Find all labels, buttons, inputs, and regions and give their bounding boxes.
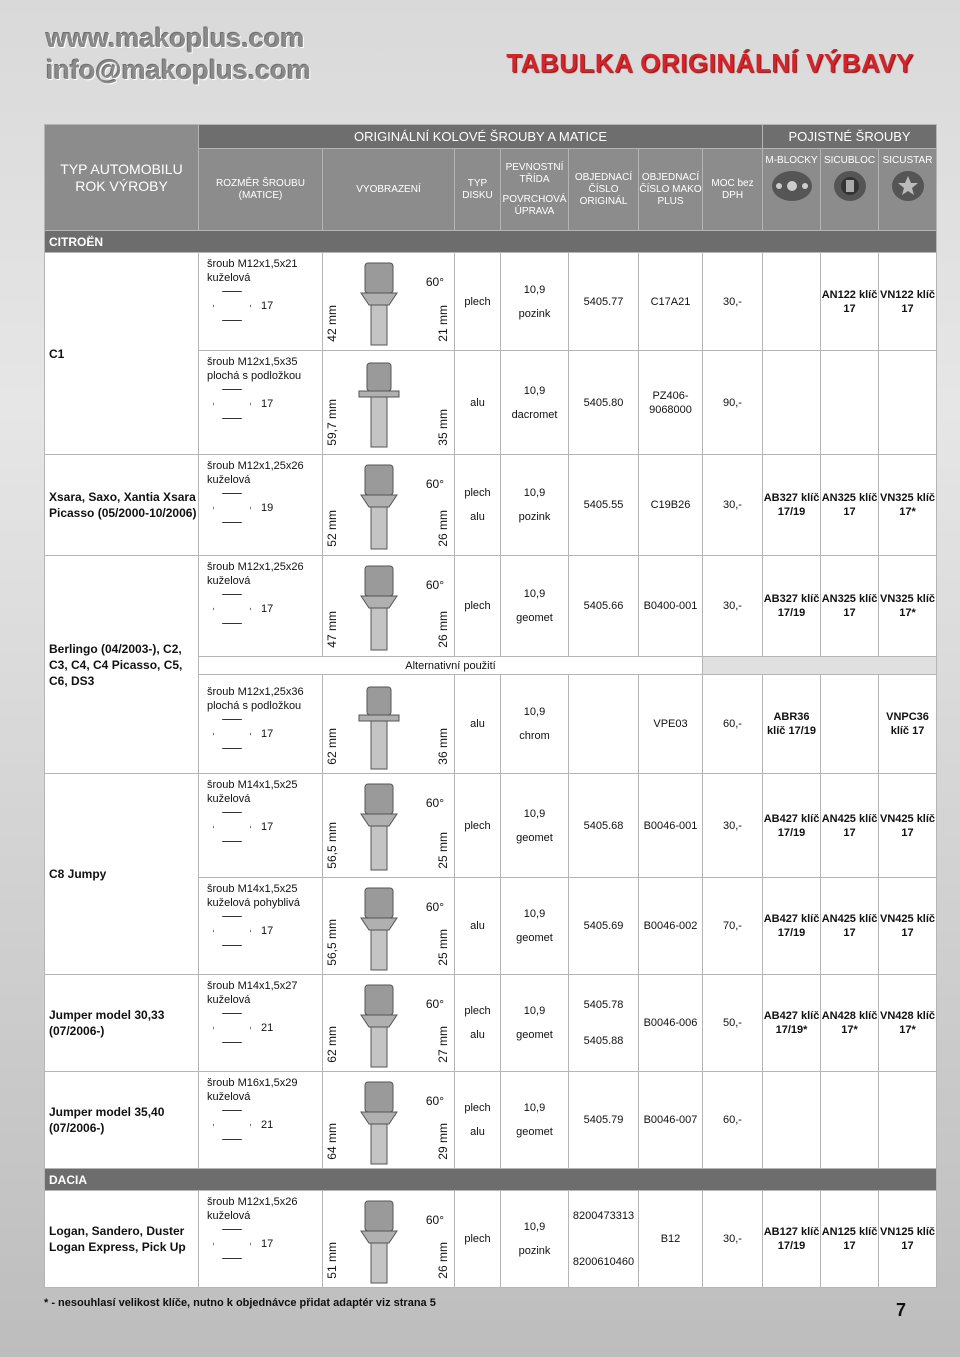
class-label: PEVNOSTNÍ TŘÍDA [505,161,564,185]
thread-label: 36 mm [436,728,450,765]
sicubloc-code [821,675,879,774]
sicubloc-code: AN325 klíč 17 [821,556,879,657]
class-finish [501,1191,569,1288]
thread-label: 26 mm [436,1242,450,1279]
size-text: šroub M12x1,25x26 [207,460,304,472]
size-text: šroub M12x1,5x26 [207,1196,298,1208]
disc-type: plech [455,253,501,351]
disc-type: alu [455,878,501,975]
bolt-icon [351,463,411,551]
angle-label: 60° [425,997,444,1011]
price: 60,- [703,675,763,774]
class-finish [501,1072,569,1169]
bolt-image [323,675,455,774]
price: 30,- [703,774,763,878]
mako-number: B0046-001 [639,774,703,878]
mblocky-label: M-BLOCKY [765,155,818,166]
sicustar-code: VN122 klíč 17 [879,253,937,351]
angle-label: 60° [425,796,444,810]
page-header [0,0,960,120]
size-text: šroub M16x1,5x29 [207,1077,298,1089]
bolt-image [323,556,455,657]
finish-value: geomet [516,1029,553,1041]
shape-text: kuželová pohyblivá [207,897,300,909]
bolt-icon [351,782,411,872]
mako-number: C19B26 [639,455,703,556]
table-row [45,975,937,1072]
key-size: 21 [261,1022,274,1034]
bolt-image [323,351,455,455]
thread-label: 25 mm [436,832,450,869]
sicustar-code: VN125 klíč 17 [879,1191,937,1288]
bolt-image [323,878,455,975]
hex-icon [213,594,251,624]
finish-value: pozink [518,511,551,523]
page-number: 7 [895,1300,906,1320]
mako-number: C17A21 [639,253,703,351]
bolt-icon [351,1199,411,1285]
class-finish [501,975,569,1072]
car-model: Xsara, Saxo, Xantia Xsara Picasso (05/2000-10/2006) [45,455,199,556]
col-mblocky [763,149,821,231]
thread-label: 29 mm [436,1123,450,1160]
col-mako-no: OBJEDNACÍ ČÍSLO MAKO PLUS [639,149,703,231]
orig-value: 5405.78 [583,999,624,1011]
bolt-image [323,253,455,351]
sicubloc-label: SICUBLOC [823,155,876,166]
class-value: 10,9 [523,1102,546,1114]
disc-value-2: alu [470,1126,485,1138]
col-car: TYP AUTOMOBILU ROK VÝROBY [45,125,199,231]
col-disc: TYP DISKU [455,149,501,231]
bolt-size [199,1191,323,1288]
sicustar-code [879,351,937,455]
car-model: Berlingo (04/2003-), C2, C3, C4, C4 Picasso, C5, C6, DS3 [45,556,199,774]
sicustar-code: VN325 klíč 17* [879,556,937,657]
class-value: 10,9 [523,908,546,920]
bolt-size [199,1072,323,1169]
bolt-size [199,975,323,1072]
length-label: 59,7 mm [325,399,339,446]
bolt-image [323,455,455,556]
group-original: ORIGINÁLNÍ KOLOVÉ ŠROUBY A MATICE [199,125,763,149]
hex-icon [213,719,251,749]
col-sicubloc [821,149,879,231]
star-lock-icon [885,169,931,203]
orig-number: 5405.55 [569,455,639,556]
sicustar-code: VN428 klíč 17* [879,975,937,1072]
thread-label: 26 mm [436,611,450,648]
key-size: 17 [261,728,274,740]
hex-icon [213,1110,251,1140]
col-sicustar [879,149,937,231]
website-link[interactable]: www.makoplus.com [46,23,305,53]
shape-text: plochá s podložkou [207,370,302,382]
sicustar-code: VN425 klíč 17 [879,878,937,975]
price: 70,- [703,878,763,975]
finish-value: geomet [516,932,553,944]
col-price: MOC bez DPH [703,149,763,231]
col-image: VYOBRAZENÍ [323,149,455,231]
angle-label: 60° [425,275,444,289]
key-size: 17 [261,603,274,615]
mako-number: VPE03 [639,675,703,774]
disc-value: plech [464,1102,491,1114]
col-class [501,149,569,231]
angle-label: 60° [425,900,444,914]
bolt-icon [351,683,411,771]
bolt-icon [351,261,411,346]
length-label: 62 mm [325,728,339,765]
table-row [45,253,937,351]
size-text: šroub M12x1,5x35 [207,356,298,368]
sicustar-code: VNPC36 klíč 17 [879,675,937,774]
hex-icon [213,291,251,321]
key-size: 17 [261,300,274,312]
hex-icon [213,1229,251,1259]
hex-icon [213,493,251,523]
price: 90,- [703,351,763,455]
bolt-size [199,351,323,455]
class-value: 10,9 [523,706,546,718]
mako-number: B12 [639,1191,703,1288]
finish-value: geomet [516,612,553,624]
sicubloc-code [821,351,879,455]
orig-value-2: 5405.88 [583,1035,624,1047]
disc-value-2: alu [470,1029,485,1041]
class-finish [501,556,569,657]
mblocky-code [763,253,821,351]
disc-type [455,975,501,1072]
col-size: ROZMĚR ŠROUBU (MATICE) [199,149,323,231]
disc-type: alu [455,351,501,455]
mblocky-code: AB427 klíč 17/19* [763,975,821,1072]
section-citroen [45,231,937,253]
size-text: šroub M12x1,5x21 [207,258,298,270]
page-title: TABULKA ORIGINÁLNÍ VÝBAVY [506,48,914,78]
mblocky-code: AB427 klíč 17/19 [763,774,821,878]
bolt-icon [351,1080,411,1166]
mblocky-code: AB327 klíč 17/19 [763,455,821,556]
length-label: 52 mm [325,510,339,547]
lock-bolt-icon [827,169,873,203]
angle-label: 60° [425,477,444,491]
bolt-size [199,774,323,878]
sicubloc-code: AN425 klíč 17 [821,878,879,975]
mblocky-code: AB427 klíč 17/19 [763,878,821,975]
shape-text: kuželová [207,793,251,805]
key-size: 17 [261,398,274,410]
class-value: 10,9 [523,487,546,499]
mako-number: B0046-002 [639,878,703,975]
car-model: Jumper model 35,40 (07/2006-) [45,1072,199,1169]
class-value: 10,9 [523,1005,546,1017]
alt-use-label: Alternativní použití [199,657,703,675]
sicustar-code: VN325 klíč 17* [879,455,937,556]
sicubloc-code: AN425 klíč 17 [821,774,879,878]
orig-number: 5405.68 [569,774,639,878]
orig-number [569,1191,639,1288]
shape-text: kuželová [207,272,251,284]
class-value: 10,9 [523,1221,546,1233]
thread-label: 26 mm [436,510,450,547]
sicustar-label: SICUSTAR [882,155,933,166]
table-row [45,1191,937,1288]
disc-type: plech [455,556,501,657]
class-value: 10,9 [523,807,546,820]
angle-label: 60° [425,578,444,592]
class-finish [501,455,569,556]
footnote: * - nesouhlasí velikost klíče, nutno k objednávce přidat adaptér viz strana 5 [44,1297,436,1309]
finish-value: geomet [516,1126,553,1138]
mako-number: B0400-001 [639,556,703,657]
bolt-icon [351,564,411,652]
orig-value: 8200473313 [572,1210,635,1222]
sicubloc-code [821,1072,879,1169]
thread-label: 27 mm [436,1026,450,1063]
contact-block [46,22,311,86]
disc-type [455,1072,501,1169]
disc-type: alu [455,675,501,774]
alt-use-filler [703,657,937,675]
disc-type: plech [455,774,501,878]
shape-text: plochá s podložkou [207,700,302,712]
price: 60,- [703,1072,763,1169]
orig-number: 5405.79 [569,1072,639,1169]
class-value: 10,9 [523,283,546,296]
price: 50,- [703,975,763,1072]
class-value: 10,9 [523,588,546,600]
orig-number: 5405.80 [569,351,639,455]
class-finish [501,878,569,975]
length-label: 62 mm [325,1026,339,1063]
parts-table [44,124,937,1288]
size-text: šroub M12x1,25x36 [207,686,304,698]
key-size: 17 [261,821,274,833]
length-label: 51 mm [325,1242,339,1279]
bolt-size [199,556,323,657]
mblocky-code: ABR36 klíč 17/19 [763,675,821,774]
email-link[interactable]: info@makoplus.com [46,55,311,85]
finish-value: geomet [516,831,553,844]
thread-label: 21 mm [436,305,450,342]
car-model: Jumper model 30,33 (07/2006-) [45,975,199,1072]
bolt-icon [351,983,411,1069]
sicubloc-code: AN325 klíč 17 [821,455,879,556]
mako-number: PZ406-9068000 [639,351,703,455]
length-label: 56,5 mm [325,919,339,966]
hex-icon [213,1013,251,1043]
thread-label: 35 mm [436,409,450,446]
section-label: DACIA [45,1169,937,1191]
shape-text: kuželová [207,474,251,486]
disc-type [455,455,501,556]
bolt-size [199,455,323,556]
table-row [45,774,937,878]
bolt-image [323,1072,455,1169]
disc-value: plech [464,487,491,499]
bolt-icon [351,359,411,449]
mblocky-code: AB127 klíč 17/19 [763,1191,821,1288]
angle-label: 60° [425,1213,444,1227]
length-label: 64 mm [325,1123,339,1160]
key-size: 19 [261,502,274,514]
key-size: 17 [261,1238,274,1250]
bolt-image [323,774,455,878]
class-finish [501,351,569,455]
orig-number: 5405.77 [569,253,639,351]
length-label: 42 mm [325,305,339,342]
bolt-size [199,675,323,774]
price: 30,- [703,1191,763,1288]
mako-number: B0046-007 [639,1072,703,1169]
class-finish [501,675,569,774]
price: 30,- [703,556,763,657]
sicubloc-code: AN428 klíč 17* [821,975,879,1072]
car-model: Logan, Sandero, Duster Logan Express, Pick Up [45,1191,199,1288]
hex-icon [213,389,251,419]
sicubloc-code: AN122 klíč 17 [821,253,879,351]
key-size: 21 [261,1119,274,1131]
hex-icon [213,916,251,946]
disc-type: plech [455,1191,501,1288]
finish-value: dacromet [511,408,558,421]
orig-number: 5405.66 [569,556,639,657]
mblocky-code [763,1072,821,1169]
bolt-icon [351,886,411,972]
bolt-size [199,878,323,975]
finish-value: chrom [519,730,550,742]
mblocky-code [763,351,821,455]
bolt-image [323,1191,455,1288]
hex-icon [213,812,251,842]
length-label: 47 mm [325,611,339,648]
disc-value-2: alu [470,511,485,523]
table-row [45,455,937,556]
price: 30,- [703,253,763,351]
sicubloc-code: AN125 klíč 17 [821,1191,879,1288]
car-model: C8 Jumpy [45,774,199,975]
bolt-image [323,975,455,1072]
orig-number: 5405.69 [569,878,639,975]
section-dacia [45,1169,937,1191]
shape-text: kuželová [207,1091,251,1103]
class-value: 10,9 [523,384,546,397]
table-row [45,556,937,657]
angle-label: 60° [425,1094,444,1108]
thread-label: 25 mm [436,929,450,966]
orig-number [569,975,639,1072]
class-finish [501,253,569,351]
sicustar-code [879,1072,937,1169]
size-text: šroub M14x1,5x27 [207,980,298,992]
group-security: POJISTNÉ ŠROUBY [763,125,937,149]
mblocky-code: AB327 klíč 17/19 [763,556,821,657]
shape-text: kuželová [207,994,251,1006]
size-text: šroub M14x1,5x25 [207,779,298,791]
length-label: 56,5 mm [325,822,339,869]
section-label: CITROËN [45,231,937,253]
bolt-size [199,253,323,351]
shape-text: kuželová [207,575,251,587]
mako-number: B0046-006 [639,975,703,1072]
sicustar-code: VN425 klíč 17 [879,774,937,878]
lock-nut-icon [769,169,815,203]
col-orig-no: OBJEDNACÍ ČÍSLO ORIGINÁL [569,149,639,231]
finish-value: pozink [518,1245,551,1257]
orig-value-2: 8200610460 [572,1256,635,1268]
finish-value: pozink [518,307,551,320]
car-model: C1 [45,253,199,455]
size-text: šroub M14x1,5x25 [207,883,298,895]
shape-text: kuželová [207,1210,251,1222]
finish-label: POVRCHOVÁ ÚPRAVA [502,193,567,217]
class-finish [501,774,569,878]
orig-number [569,675,639,774]
size-text: šroub M12x1,25x26 [207,561,304,573]
disc-value: plech [464,1005,491,1017]
table-row [45,1072,937,1169]
price: 30,- [703,455,763,556]
key-size: 17 [261,925,274,937]
